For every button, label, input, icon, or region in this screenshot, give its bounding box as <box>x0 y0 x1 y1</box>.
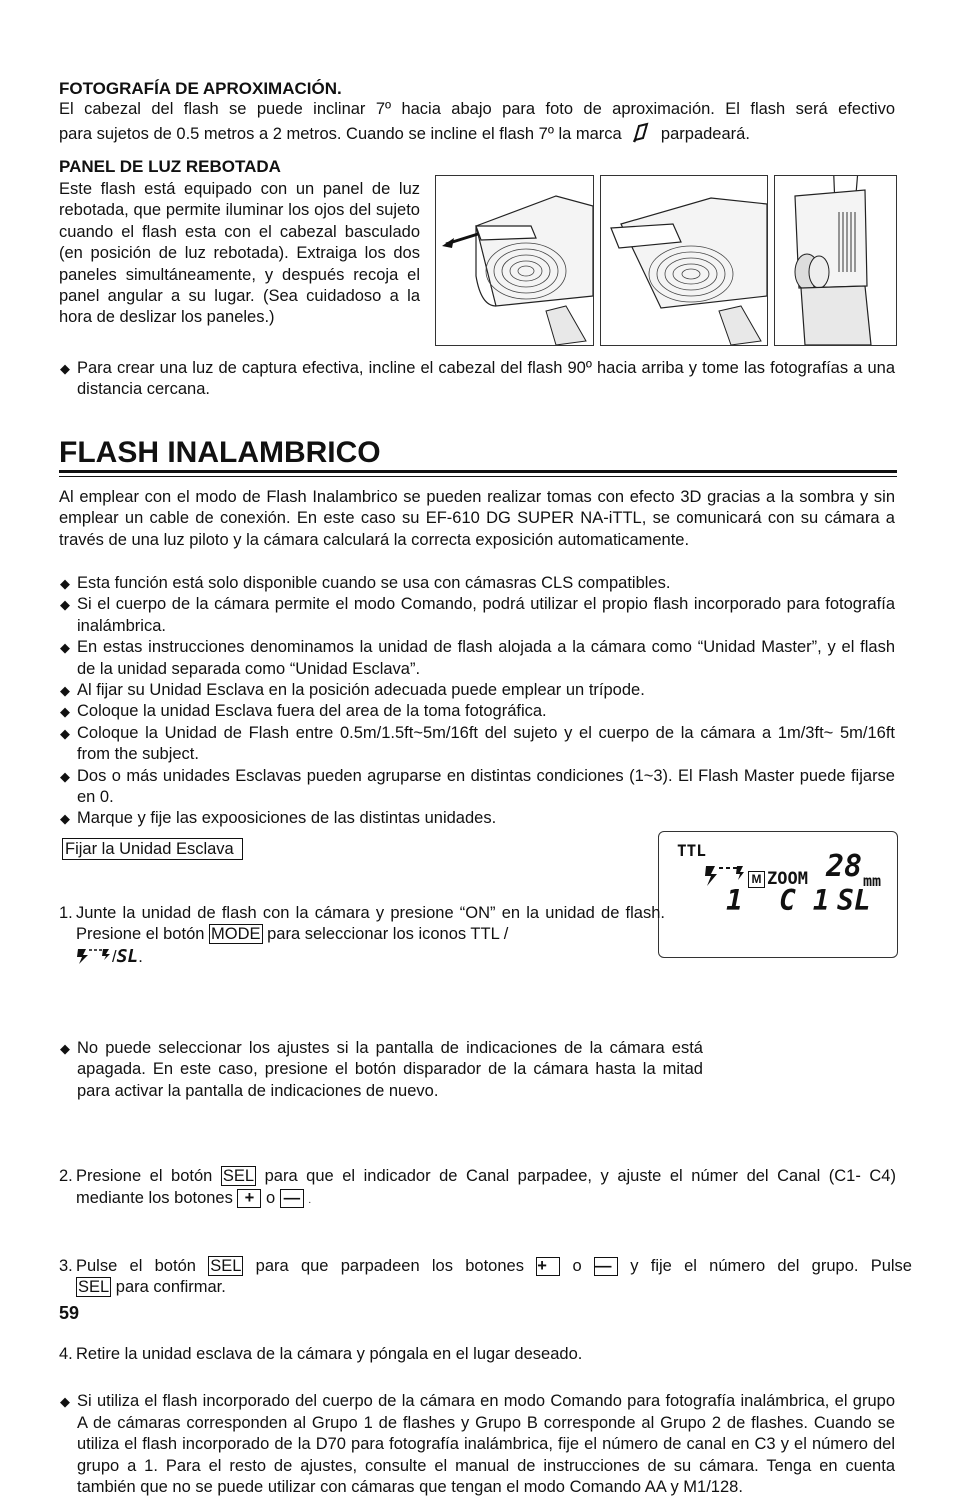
lcd-slave-mode: SL <box>837 884 871 917</box>
slash-separator: / <box>112 947 117 966</box>
plus-button: + <box>237 1189 261 1208</box>
list-item-text: Si el cuerpo de la cámara permite el modo Comando, podrá utilizar el propio flash incorporado para fotografía inalámbrica. <box>77 595 895 635</box>
bounce-illustration-1 <box>435 175 594 346</box>
tilt-down-mark-icon <box>631 120 651 150</box>
list-item-text: Coloque la unidad Esclava fuera del area de la toma fotográfica. <box>77 702 547 721</box>
diamond-bullet-icon: ◆ <box>60 768 70 784</box>
step-2-text-b: para que el indicador de Canal parpadee, y ajuste el númer del Canal (C1- C4) mediante los botones <box>76 1167 896 1207</box>
lcd-panel <box>658 831 898 958</box>
list-item <box>59 766 895 809</box>
lcd-zoom: ZOOM <box>767 869 808 889</box>
command-mode-note-text: Si utiliza el flash incorporado del cuerpo de la cámara en modo Comando para fotografía inalámbrica, el grupo A de cámaras corresponden al Grupo 1 de flashes y Grupo B corresponde al Grupo 2 de flashes. Cuando se utiliza el flash incorporado de la D70 para fotografía inalámbrica, fije el número de canal en C3 y el número del grupo a 1. Para el resto de ajustes, consulte el manual de instrucciones de su cámara. Tenga en cuenta también que no se puede utilizar con cámaras que tengan el modo Comando AA y M1/128. <box>77 1392 895 1496</box>
list-item-text: Dos o más unidades Esclavas pueden agruparse en distintas condiciones (1~3). El Flash Master puede fijarse en 0. <box>77 766 895 807</box>
step-number: 4. <box>59 1344 73 1363</box>
step-2-end: . <box>308 1194 312 1206</box>
step-number: 1. <box>59 903 73 922</box>
close-up-line-1: El cabezal del flash se puede inclinar 7º hacia abajo para foto de aproximación. El flash será efectivo <box>59 100 895 118</box>
list-item-text: Al fijar su Unidad Esclava en la posición adecuada puede emplear un trípode. <box>77 681 645 700</box>
step-4-text: Retire la unidad esclava de la cámara y póngala en el lugar deseado. <box>76 1344 583 1363</box>
or-text: o <box>572 1257 582 1276</box>
step-1-text: Junte la unidad de flash con la cámara y presione “ON” en la unidad de flash. Presione el botón <box>76 903 665 944</box>
diamond-bullet-icon: ◆ <box>60 361 70 376</box>
wireless-bullet-list <box>59 573 895 830</box>
sl-mode-icon: SL <box>116 945 139 967</box>
step-2 <box>59 1166 896 1211</box>
list-item-text: Coloque la Unidad de Flash entre 0.5m/1.5ft~5m/16ft del sujeto y el cuerpo de la cámara a 1m/3ft~ 5m/16ft from the subject. <box>77 723 895 764</box>
step-3-text-b: para que parpadeen los botones <box>255 1257 524 1276</box>
lcd-manual-zoom-badge: M <box>748 871 765 888</box>
page-number: 59 <box>59 1303 80 1323</box>
slave-setting-label: Fijar la Unidad Esclava <box>62 838 243 860</box>
step-number: 3. <box>59 1257 73 1276</box>
close-up-heading: FOTOGRAFÍA DE APROXIMACIÓN. <box>59 79 342 98</box>
diamond-bullet-icon: ◆ <box>60 576 70 591</box>
step-3-end: para confirmar. <box>115 1278 226 1297</box>
close-up-line-2-text: para sujetos de 0.5 metros a 2 metros. Cuando se incline el flash 7º la marca <box>59 125 622 143</box>
wireless-intro: Al emplear con el modo de Flash Inalambrico se pueden realizar tomas con efecto 3D gracias a la sombra y sin emplear un cable de conexión. En este caso su EF-610 DG SUPER NA-iTTL, se comunicará con su cámara a través de una luz piloto y la cámara calculará la correcta exposición automaticamente. <box>59 488 895 549</box>
list-item <box>59 637 895 680</box>
minus-button: — <box>594 1257 618 1276</box>
list-item <box>59 573 895 594</box>
sel-button: SEL <box>78 1278 110 1297</box>
step-4 <box>59 1344 912 1365</box>
diamond-bullet-icon: ◆ <box>60 597 70 613</box>
step-number: 2. <box>59 1167 73 1186</box>
lcd-mm: mm <box>863 872 882 890</box>
list-item-text: Marque y fije las expoosiciones de las distintas unidades. <box>77 809 497 828</box>
bounce-bullet-text: Para crear una luz de captura efectiva, incline el cabezal del flash 90º hacia arriba y tome las fotografías a una distancia cercana. <box>77 359 895 399</box>
or-text: o <box>266 1188 276 1207</box>
list-item-text: En estas instrucciones denominamos la unidad de flash alojada a la cámara como “Unidad Master”, y el flash de la unidad separada como “Unidad Esclava”. <box>77 638 895 678</box>
list-item <box>59 594 895 637</box>
lcd-ttl: TTL <box>677 841 706 860</box>
step-1 <box>59 903 665 971</box>
list-item <box>59 680 895 701</box>
lcd-group: 1 <box>726 884 743 917</box>
bounce-illustration-2 <box>600 175 768 346</box>
step-3 <box>59 1256 912 1299</box>
list-item <box>59 701 895 722</box>
step-3-text-c: y fije el número del grupo. Pulse <box>630 1257 912 1276</box>
sel-button: SEL <box>222 1167 255 1186</box>
bounce-illustration-3 <box>774 175 897 346</box>
command-mode-note <box>59 1391 895 1498</box>
list-item <box>59 808 895 829</box>
diamond-bullet-icon: ◆ <box>60 1394 70 1410</box>
bounce-text: Este flash está equipado con un panel de luz rebotada, que permite iluminar los ojos del sujeto cuando el flash esta con el cabezal basculado (en posición de luz rebotada). Extraiga los dos paneles simultáneamente, y después recoja el panel angular a su lugar. (Sea cuidadoso a la hora de deslizar los paneles.) <box>59 180 420 327</box>
bounce-heading: PANEL DE LUZ REBOTADA <box>59 157 281 176</box>
diamond-bullet-icon: ◆ <box>60 683 70 699</box>
slave-note-top <box>59 1038 703 1102</box>
plus-button: + <box>536 1257 560 1276</box>
list-item-text: Esta función está solo disponible cuando se usa con cámasras CLS compatibles. <box>77 574 671 592</box>
step-2-text: Presione el botón <box>76 1167 213 1186</box>
mode-button: MODE <box>211 925 261 944</box>
lcd-focal-length: 28 <box>826 849 863 884</box>
sel-button: SEL <box>210 1257 242 1276</box>
step-3-text: Pulse el botón <box>76 1257 196 1276</box>
diamond-bullet-icon: ◆ <box>60 811 70 827</box>
close-up-line-2 <box>59 120 895 150</box>
title-rule-thin <box>59 476 897 477</box>
diamond-bullet-icon: ◆ <box>60 1041 70 1057</box>
title-rule-thick <box>59 470 897 473</box>
diamond-bullet-icon: ◆ <box>60 640 70 656</box>
diamond-bullet-icon: ◆ <box>60 704 70 720</box>
close-up-line-2-end: parpadeará. <box>660 125 750 143</box>
slave-note-text: No puede seleccionar los ajustes si la pantalla de indicaciones de la cámara está apagada. En este caso, presione el botón disparador de la cámara hasta la mitad para activar la pantalla de indicaciones de nuevo. <box>77 1039 703 1100</box>
bounce-bullet <box>59 358 895 401</box>
slave-flash-icon <box>76 947 112 971</box>
diamond-bullet-icon: ◆ <box>60 725 70 741</box>
lcd-channel: C 1 <box>779 884 830 917</box>
list-item <box>59 723 895 766</box>
section-title: FLASH INALAMBRICO <box>59 436 381 469</box>
step-1-end: . <box>138 947 143 966</box>
step-1-text-b: para seleccionar los iconos TTL / <box>267 925 509 944</box>
minus-button: — <box>280 1189 304 1208</box>
